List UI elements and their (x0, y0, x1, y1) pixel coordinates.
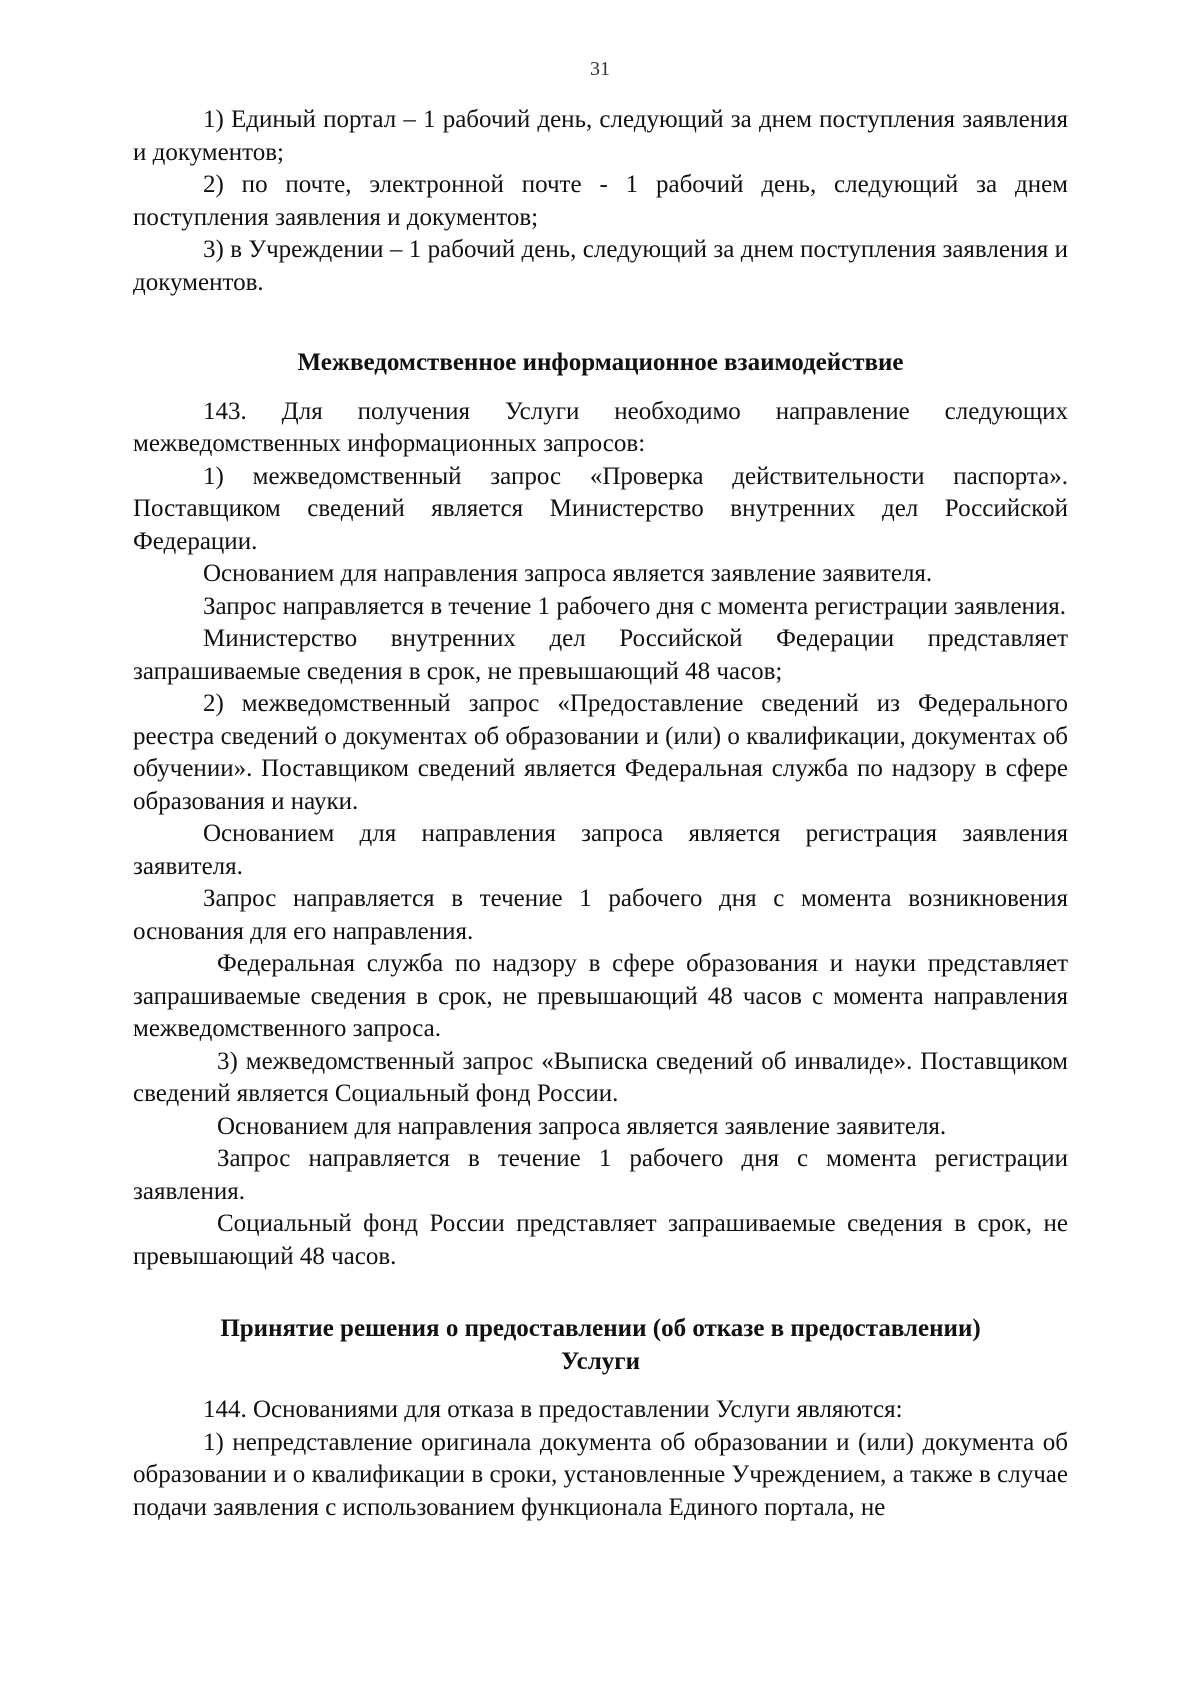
paragraph: 3) межведомственный запрос «Выписка сведений об инвалиде». Поставщиком сведений является Социальный фонд России. (133, 1047, 1068, 1107)
paragraph: 1) Единый портал – 1 рабочий день, следующий за днем поступления заявления и документов; (133, 106, 1068, 166)
paragraph: Основанием для направления запроса является заявление заявителя. (217, 1112, 947, 1140)
paragraph: Основанием для направления запроса является регистрация заявления заявителя. (133, 820, 1068, 880)
section-heading-decision (133, 1313, 1068, 1378)
paragraph: Федеральная служба по надзору в сфере образования и науки представляет запрашиваемые сведения в срок, не превышающий 48 часов с момента направления межведомственного запроса. (133, 950, 1068, 1042)
paragraph: 2) по почте, электронной почте - 1 рабочий день, следующий за днем поступления заявления и документов; (133, 171, 1068, 231)
paragraph: Запрос направляется в течение 1 рабочего дня с момента регистрации заявления. (203, 592, 1067, 620)
paragraph: Основанием для направления запроса является заявление заявителя. (203, 560, 933, 587)
page-number: 31 (590, 58, 610, 80)
paragraph: 144. Основаниями для отказа в предоставлении Услуги являются: (203, 1396, 903, 1423)
document-body (133, 104, 1068, 1524)
spacer (133, 1378, 1068, 1394)
paragraph: Министерство внутренних дел Российской Федерации представляет запрашиваемые сведения в срок, не превышающий 48 часов; (133, 625, 1068, 685)
section-heading-decision-line1: Принятие решения о предоставлении (об отказе в предоставлении) (220, 1315, 981, 1342)
paragraph: 1) межведомственный запрос «Проверка действительности паспорта». Поставщиком сведений является Министерство внутренних дел Российской Федерации. (133, 462, 1068, 555)
paragraph: Социальный фонд России представляет запрашиваемые сведения в срок, не превышающий 48 часов. (133, 1210, 1068, 1270)
spacer (133, 1273, 1068, 1313)
section-heading-interagency: Межведомственное информационное взаимодействие (297, 349, 904, 376)
spacer (133, 299, 1068, 347)
spacer (133, 380, 1068, 396)
paragraph: 2) межведомственный запрос «Предоставление сведений из Федерального реестра сведений о документах об образовании и (или) о квалификации, документах об обучении». Поставщиком сведений является Федеральная служба по надзору в сфере образования и науки. (133, 690, 1068, 815)
paragraph: Запрос направляется в течение 1 рабочего дня с момента регистрации заявления. (133, 1145, 1068, 1205)
paragraph: Запрос направляется в течение 1 рабочего дня с момента возникновения основания для его направления. (133, 885, 1068, 945)
paragraph: 143. Для получения Услуги необходимо направление следующих межведомственных информационных запросов: (133, 397, 1068, 457)
paragraph: 3) в Учреждении – 1 рабочий день, следующий за днем поступления заявления и документов. (133, 236, 1068, 296)
paragraph: 1) непредставление оригинала документа об образовании и (или) документа об образовании и о квалификации в сроки, установленные Учреждением, а также в случае подачи заявления с использованием функционала Единого портала, не (133, 1428, 1068, 1521)
section-heading-decision-line2: Услуги (560, 1347, 641, 1375)
